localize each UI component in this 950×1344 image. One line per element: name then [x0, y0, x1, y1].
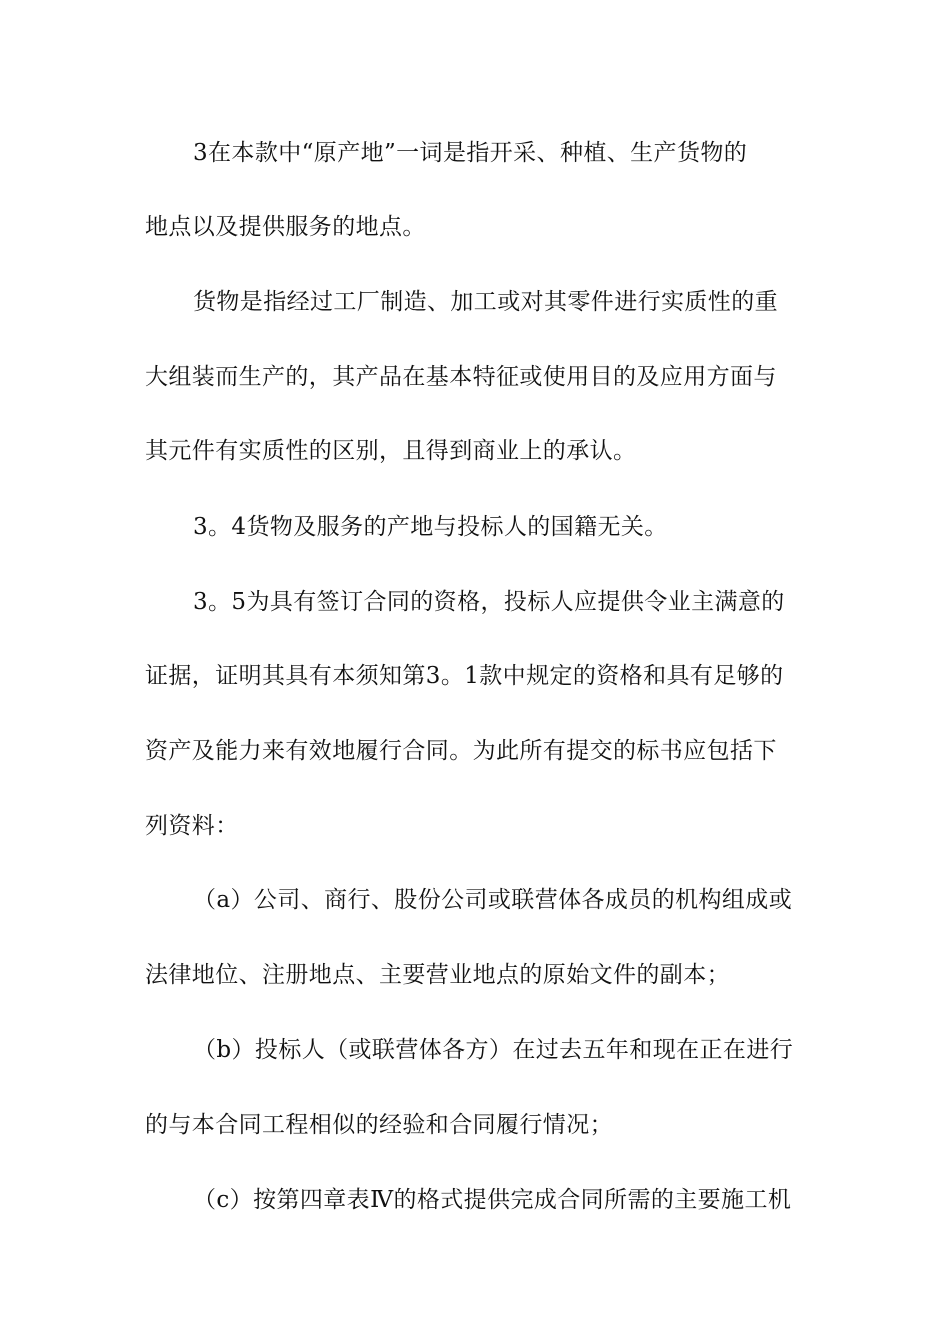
paragraph-3-5-line-3: 资产及能力来有效地履行合同。为此所有提交的标书应包括下: [145, 738, 777, 764]
paragraph-3-5-line-1: 3。5为具有签订合同的资格，投标人应提供令业主满意的: [193, 589, 785, 615]
list-item-a-line-2: 法律地位、注册地点、主要营业地点的原始文件的副本；: [145, 962, 730, 988]
paragraph-goods-definition-line-1: 货物是指经过工厂制造、加工或对其零件进行实质性的重: [193, 289, 778, 315]
paragraph-3-5-line-2: 证据，证明其具有本须知第3。1款中规定的资格和具有足够的: [145, 663, 784, 689]
list-item-c-line-1: （c）按第四章表Ⅳ的格式提供完成合同所需的主要施工机: [193, 1187, 792, 1213]
paragraph-3-5-line-4: 列资料：: [145, 813, 239, 839]
list-item-a-line-1: （a）公司、商行、股份公司或联营体各成员的机构组成或: [193, 887, 793, 913]
paragraph-goods-definition-line-3: 其元件有实质性的区别，且得到商业上的承认。: [145, 438, 637, 464]
paragraph-origin-definition-line-1: 3在本款中“原产地”一词是指开采、种植、生产货物的: [193, 140, 748, 166]
paragraph-goods-definition-line-2: 大组装而生产的，其产品在基本特征或使用目的及应用方面与: [145, 364, 777, 390]
list-item-b-line-1: （b）投标人（或联营体各方）在过去五年和现在正在进行: [193, 1037, 794, 1063]
list-item-b-line-2: 的与本合同工程相似的经验和合同履行情况；: [145, 1112, 613, 1138]
paragraph-origin-definition-line-2: 地点以及提供服务的地点。: [145, 214, 426, 240]
paragraph-3-4: 3。4货物及服务的产地与投标人的国籍无关。: [193, 514, 668, 540]
